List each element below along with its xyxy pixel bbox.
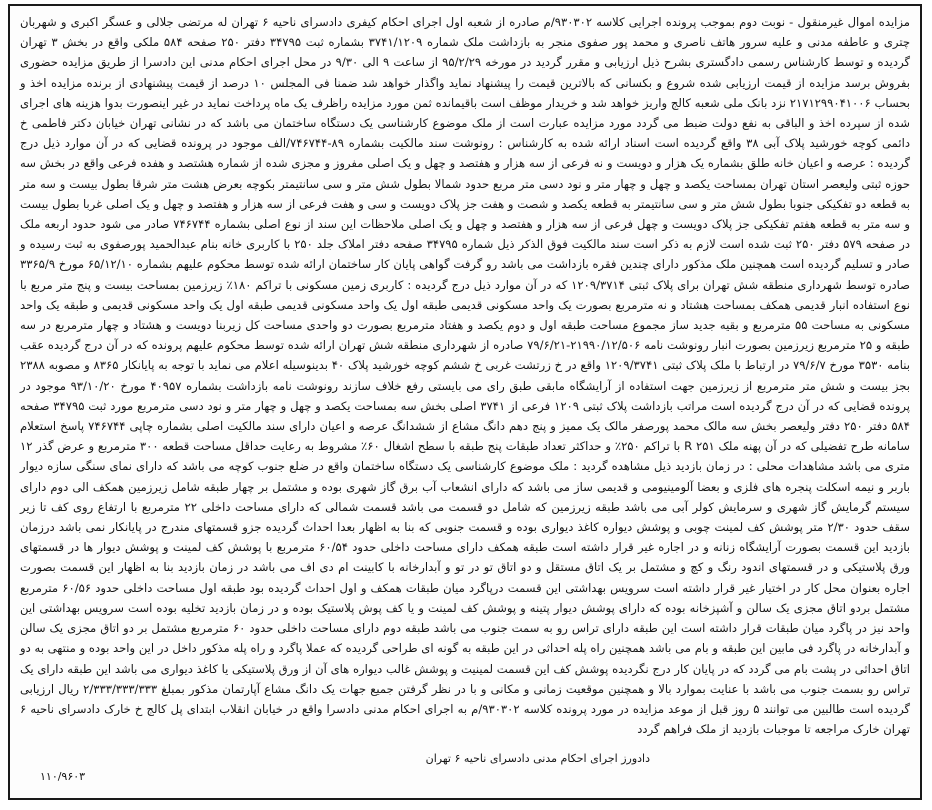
signature-line: دادورز اجرای احکام مدنی دادسرای ناحیه ۶ تهران [425, 752, 650, 765]
notice-footer [20, 750, 910, 790]
reference-number: ۱۱۰/۹۶۰۳ [40, 770, 86, 783]
notice-body-text: مزایده اموال غیرمنقول - نوبت دوم بموجب پرونده اجرایی کلاسه ۹۳۰۳۰۲/م صادره از شعبه اول اجرای احکام کیفری دادسرای ناحیه ۶ تهران له مرتضی جلالی و عسگر اکبری و شهربان چتری و عاطفه مدنی و علیه سرور هاتف ناصری و محمد پور صفوی منجر به بازداشت ملک شماره ۳۷۴۱/۱۲۰۹ بشماره ثبت ۳۴۷۹۵ دفتر ۲۵۰ صفحه ۵۸۴ ملکی واقع در بخش ۳ تهران گردیده و توسط کارشناس رسمی دادگستری بشرح ذیل ارزیابی و مقرر گردید در مورخه ۹۵/۲/۲۹ از ساعت ۹ الی ۹/۳۰ در محل اجرای احکام مدنی این دادسرا از طریق مزایده حضوری بفروش برسد مزایده از قیمت ارزیابی شده شروع و بکسانی که بالاترین قیمت را پیشنهاد نماید واگذار خواهد شد ضمنا فی المجلس ۱۰ درصد از قیمت پیشنهادی از برنده مزایده اخذ و بحساب ۲۱۷۱۲۹۹۰۴۱۰۰۶ نزد بانک ملی شعبه کالج واریز خواهد شد و خریدار موظف است باقیمانده ثمن مورد مزایده راظرف یک ماه پرداخت نماید در غیر اینصورت بدوا هزینه های اجرای شده از سپرده اخذ و الباقی به نفع دولت ضبط می گردد مورد مزایده عبارت است از ملک موضوع کارشناسی یک دستگاه ساختمان می باشد که در نشانی تهران خیابان دکتر فاطمی خ دائمی کوچه خورشید پلاک آبی ۳۸ واقع گردیده است اسناد ارائه شده به کارشناس : رونوشت سند مالکیت بشماره ۸۹-۷۴۶۷۴۴/الف موجود در پرونده قضایی که در آن موارد ذیل درج گردیده : عرصه و اعیان خانه طلق بشماره یک هزار و دویست و نه فرعی از سه هزار و هفتصد و چهل و یک اصلی مفروز و مجزی شده از شماره هشتصد و هفده فرعی واقع در بخش سه حوزه ثبتی ولیعصر استان تهران بمساحت یکصد و چهل و چهار متر و نود دسی متر مربع حدود شمالا بطول شش متر و سی سانتیمتر بکوچه بعرض هشت متر شرقا بطول بیست و سه متر به قطعه دو تفکیکی جنوبا بطول شش متر و سی سانتیمتر به قطعه یکصد و شصت و هفت جز پلاک دویست و سی و هفت فرعی از سه هزار و هفتصد و چهل و یک اصلی غربا بطول بیست و سه متر به قطعه هفتم تفکیکی جز پلاک دویست و چهل فرعی از سه هزار و هفتصد و چهل و یک اصلی ملاحظات این سند از نوع اصلی بشماره ۷۴۶۷۴۴ صادر می شود حدود اربعه ملک در صفحه ۵۷۹ دفتر ۲۵۰ ثبت شده است لازم به ذکر است سند مالکیت فوق الذکر ذیل شماره ۳۴۷۹۵ صفحه دفتر املاک جلد ۲۵۰ با کاربری خانه بنام عبدالحمید پورصفوی به ثبت رسیده و صادر و تسلیم گردیده است همچنین ملک مذکور دارای چندین فقره بازداشت می باشد رو گرفت گواهی پایان کار ساختمان ارائه شده توسط محکوم علیهم بشماره ۶۵/۱۲/۱۰ مورخ ۳۳۶۵/۹ صادره توسط شهرداری منطقه شش تهران برای پلاک ثبتی ۱۲۰۹/۳۷۱۴ که در آن موارد ذیل درج گردیده : کاربری زمین مسکونی با تراکم ۱۸۰٪ زیرزمین بمساحت بیست و پنج متر مربع با نوع استفاده انبار قدیمی همکف بمساحت هشتاد و نه مترمربع بصورت یک واحد مسکونی قدیمی طبقه اول یک واحد مسکونی قدیمی طبقه اول یک واحد مسکونی قدیمی و طبقه یک واحد مسکونی به مساحت ۵۵ مترمربع و بقیه جدید ساز مجموع مساحت طبقه اول و دوم یکصد و هفتاد مترمربع بصورت دو واحدی مساحت کل زیربنا دویست و هشتاد و چهار مترمربع در سه طبقه و ۲۵ مترمربع زیرزمین بصورت انبار رونوشت نامه ۲۱۹۹۰/۱۲/۵۰۶-۷۹/۶/۲۱ صادره از شهرداری منطقه شش تهران ارائه شده توسط محکوم علیهم پرونده که در آن درج گردیده عقب بنامه ۳۵۳۰ مورخ ۷۹/۶/۷ در ارتباط با ملک پلاک ثبتی ۱۲۰۹/۳۷۴۱ واقع در خ زرتشت غربی خ ششم کوچه خورشید پلاک ۴۰ بدینوسیله اعلام می نماید با توجه به پایانکار ۸۳۶۵ و مصوبه ۲۳۸۸ بجز بیست و شش متر مترمربع از زیرزمین جهت استفاده از آرایشگاه مابقی طبق رای می بایستی رفع خلاف سازند رونوشت نامه بازداشت بشماره ۴۰۹۵۷ مورخ ۹۳/۱۰/۲۰ موجود در پرونده قضایی که در آن درج گردیده است مراتب بازداشت پلاک ثبتی ۱۲۰۹ فرعی از ۳۷۴۱ اصلی بخش سه بمساحت یکصد و چهل و چهار متر و نود دسی مترمربع مورد ثبت ۳۴۷۹۵ صفحه ۵۸۴ دفتر ۲۵۰ دفتر ولیعصر بخش سه مالک محمد پورصفر مالک یک ممیز و پنج دهم دانگ مشاع از ششدانگ عرصه و اعیان دارای سند مالکیت اصلی بشماره چاپی ۷۴۶۷۴۴ پاسخ استعلام سامانه طرح تفضیلی که در آن پهنه ملک R ۲۵۱ با تراکم ۲۵۰٪ و حداکثر تعداد طبقات پنج طبقه با سطح اشغال ۶۰٪ مشروط به رعایت حداقل مساحت قطعه ۳۰۰ مترمربع و عرض گذر ۱۲ متری می باشد مشاهدات محلی : در زمان بازدید ذیل مشاهده گردید : ملک موضوع کارشناسی یک دستگاه ساختمان واقع در ضلع جنوب کوچه می باشد که دارای نمای سنگی سازه دیوار باربر و نیمه اسکلت پنجره های فلزی و بعضا آلومینیومی و قدیمی ساز می باشد که دارای انشعاب آب برق گاز شهری بوده و مشتمل بر چهار طبقه شامل زیرزمین همکف الی دوم دارای سیستم گرمایش گاز شهری و سرمایش کولر آبی می باشد طبقه زیرزمین که شامل دو قسمت می باشد قسمت شمالی که دارای مساحت داخلی ۲۲ مترمربع با ارتفاع روی کف تا زیر سقف حدود ۲/۳۰ متر پوشش کف لمینت چوبی و پوشش دیواره کاغذ دیواری بوده و قسمت جنوبی که بنا به اظهار بعدا احداث گردیده جزو قسمتهای مندرج در پایانکار نمی باشد درزمان بازدید این قسمت بصورت آرایشگاه زنانه و در اجاره غیر قرار داشته است طبقه همکف دارای مساحت داخلی حدود ۶۰/۵۴ مترمربع با پوشش کف لمینت و پوشش دیوار ها در قسمتهای ورق پلاستیکی و در قسمتهای اندود رنگ و کچ و مشتمل بر یک اتاق مستقل و دو اتاق تو در تو و آبدارخانه با کابینت ام دی اف می باشد در زمان بازدید بنا به اظهار این قسمت بصورت اجاره بعنوان محل کار در اختیار غیر قرار داشته است سرویس بهداشتی این قسمت درپاگرد میان طبقات همکف و اول احداث گردیده بود طبقه اول مساحت داخلی حدود ۶۰/۵۶ مترمربع مشتمل بردو اتاق مجزی یک سالن و آشپزخانه بوده که دارای پوشش دیوار پتینه و پوشش کف لمینت و یا کف پوش پلاستیک بوده و در زمان بازدید تخلیه بوده است سرویس بهداشتی این واحد نیز در پاگرد میان طبقات قرار داشته است این طبقه دارای تراس رو به سمت جنوب می باشد طبقه دوم دارای مساحت داخلی حدود ۶۰ مترمربع مشتمل بر دو اتاق مجزی یک سالن و آبدارخانه در پاگرد فی مابین این طبقه و بام می باشد همچنین راه پله احداثی در این طبقه به گونه ای طراحی گردیده که عملا پاگرد و راه پله مذکور داخل در این واحد بوده و منتهی به دو اتاق احداثی در پشت بام می گردد که در پایان کار درج نگردیده پوشش کف این قسمت لمینیت و پوشش غالب دیواره های آن از ورق پلاستیکی یا کاغذ دیواری می باشد این طبقه دارای یک تراس رو بسمت جنوب می باشد با عنایت بموارد بالا و همچنین موقعیت زمانی و مکانی و با در نظر گرفتن جمیع جهات یک دانگ مشاع آپارتمان مذکور بمبلغ ۲/۳۳۳/۳۳۳/۳۳۳ ریال ارزیابی گردیده است طالبین می توانند ۵ روز قبل از موعد مزایده در مورد پرونده کلاسه ۹۳۰۳۰۲/م به اجرای احکام مدنی دادسرا واقع در خیابان انقلاب ابتدای پل کالج خ خارک دادسرای ناحیه ۶ تهران خارک مراجعه تا موجبات بازدید از ملک فراهم گردد [20, 15, 911, 737]
legal-notice [8, 4, 922, 800]
